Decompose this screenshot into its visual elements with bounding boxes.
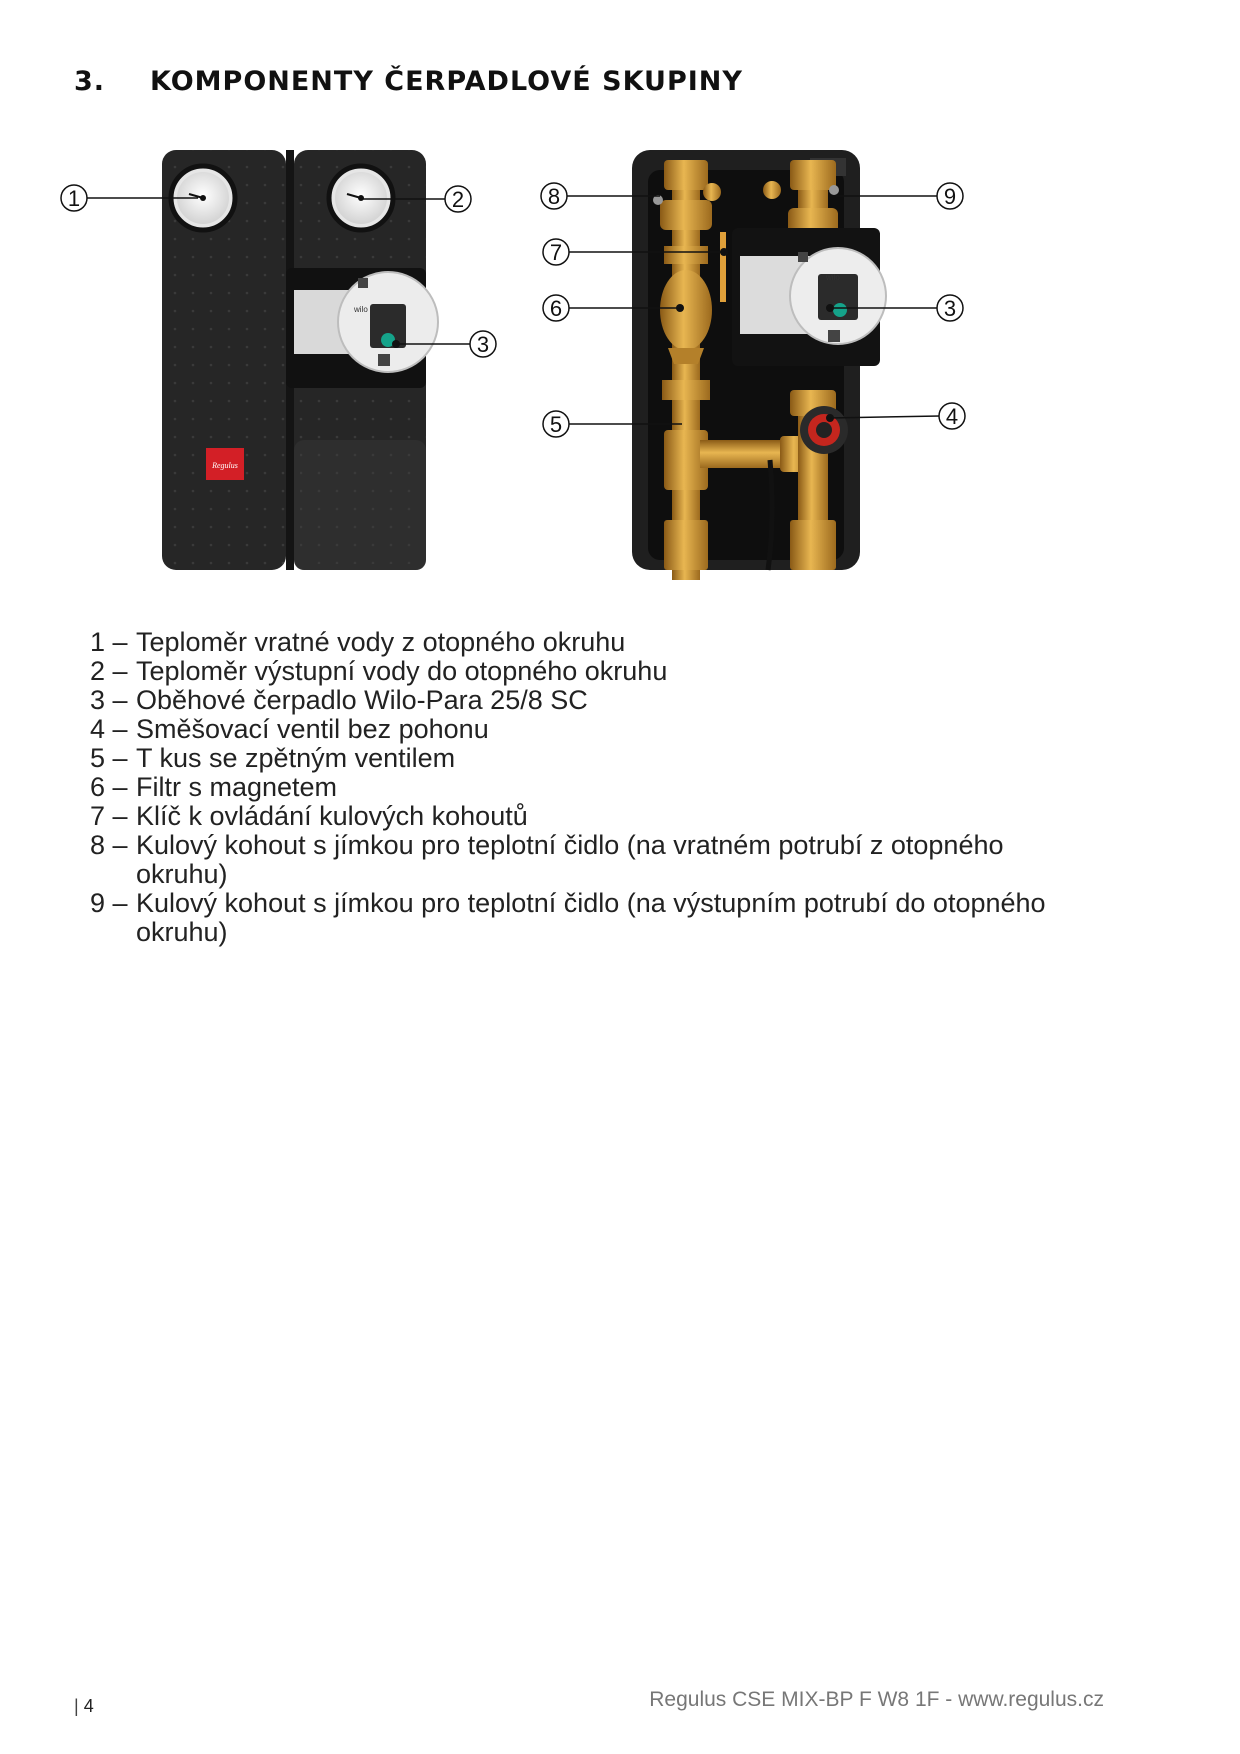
mixing-valve [800, 406, 848, 454]
legend-item: 5 – T kus se zpětným ventilem [90, 743, 456, 773]
page-number: | 4 [74, 1696, 94, 1716]
pump-brand-label: wilo [354, 305, 368, 314]
section-heading [74, 66, 743, 97]
magnetic-filter [660, 270, 712, 350]
section-number: 3. [74, 66, 106, 97]
legend-item: 3 – Oběhové čerpadlo Wilo-Para 25/8 SC [90, 685, 588, 715]
callout-3-label: 3 [476, 332, 490, 357]
legend-item: 2 – Teploměr výstupní vody do otopného okruhu [90, 656, 668, 686]
pump-group-closed-image [58, 140, 518, 580]
callout-4-label: 4 [945, 404, 959, 429]
legend-item: 9 – Kulový kohout s jímkou pro teplotní čidlo (na výstupním potrubí do otopného okruhu) [90, 888, 1046, 947]
callout-7-label: 7 [549, 240, 563, 265]
callout-6-label: 6 [549, 296, 563, 321]
legend-item: 7 – Klíč k ovládání kulových kohoutů [90, 801, 528, 831]
component-legend [90, 628, 1090, 947]
callout-2-label: 2 [451, 187, 465, 212]
legend-item: 8 – Kulový kohout s jímkou pro teplotní čidlo (na vratném potrubí z otopného okruhu) [90, 830, 1004, 889]
pump-brand-label-right: wilo [826, 273, 840, 282]
svg-text:Regulus: Regulus [212, 461, 238, 470]
legend-item: 4 – Směšovací ventil bez pohonu [90, 714, 489, 744]
callout-1-label: 1 [67, 186, 81, 211]
document-footer: Regulus CSE MIX-BP F W8 1F - www.regulus.cz [649, 1688, 1104, 1711]
ball-valve-key [720, 232, 726, 302]
legend-item: 1 – Teploměr vratné vody z otopného okruhu [90, 627, 626, 657]
supply-thermometer-gauge [329, 166, 393, 230]
legend-item: 6 – Filtr s magnetem [90, 772, 338, 802]
pump-group-open-image [547, 140, 1100, 580]
callout-3-right-label: 3 [943, 296, 957, 321]
section-title: KOMPONENTY ČERPADLOVÉ SKUPINY [150, 66, 743, 97]
callout-9-label: 9 [943, 184, 957, 209]
callout-8-label: 8 [547, 184, 561, 209]
callout-5-label: 5 [549, 412, 563, 437]
